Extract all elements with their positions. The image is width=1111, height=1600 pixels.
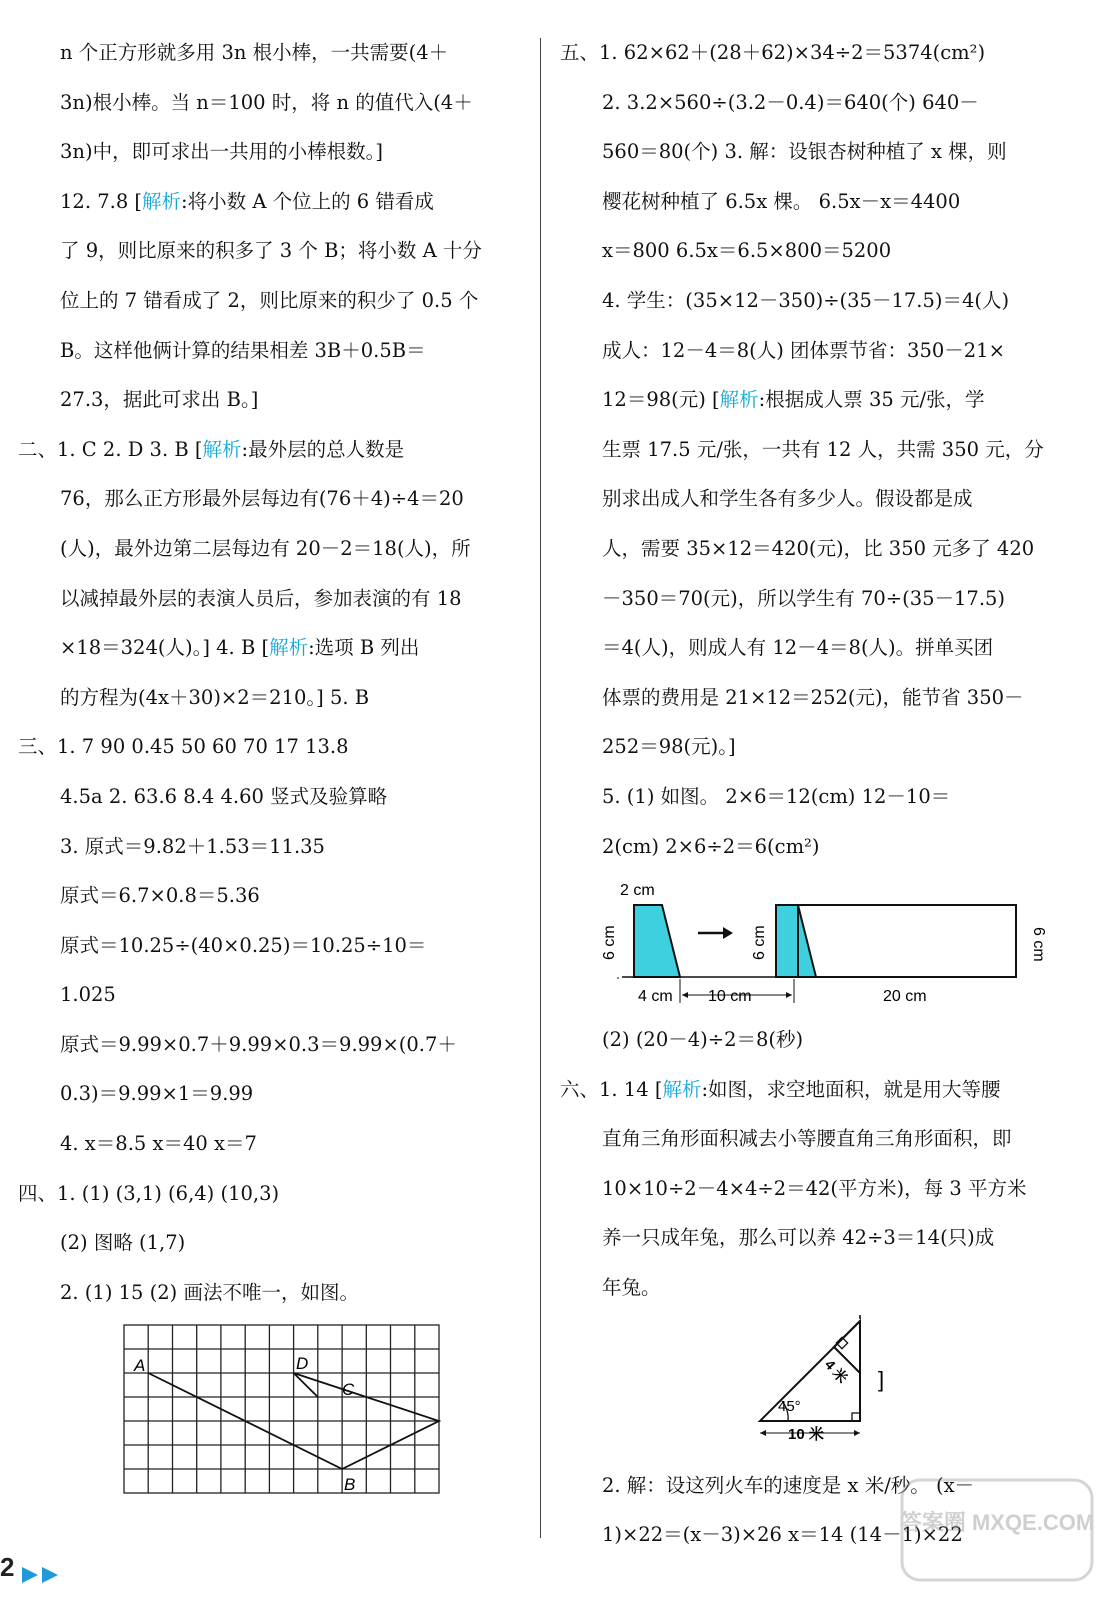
text-line: (2) (20－4)÷2＝8(秒) [602, 1028, 804, 1052]
grid-lines [124, 1325, 439, 1493]
page-number: 2 [0, 1552, 15, 1582]
section-heading-line [18, 425, 533, 475]
text-line: 5. (1) 如图。 2×6＝12(cm) 12－10＝ [602, 784, 951, 808]
text-line: 76，那么正方形最外层每边有(76＋4)÷4＝20 [60, 487, 464, 511]
text-line: 1.025 [60, 983, 116, 1007]
text-line: 年兔。 [602, 1276, 661, 1300]
grid-diagram [122, 1323, 462, 1503]
left-column [18, 28, 533, 1503]
text-line [560, 375, 1095, 425]
section-heading-line: 五、1. 62×62＋(28＋62)×34÷2＝5374(cm²) [560, 41, 986, 64]
text-segment: 二、1. C 2. D 3. B [ [18, 437, 203, 461]
text-line: 4. x＝8.5 x＝40 x＝7 [60, 1132, 257, 1156]
text-segment: :根据成人票 35 元/张，学 [758, 388, 985, 412]
analysis-tag: 解析 [202, 437, 242, 461]
text-line: 4. 学生：(35×12－350)÷(35－17.5)＝4(人) [602, 288, 1010, 312]
svg-text:6 cm: 6 cm [751, 925, 768, 961]
text-segment: :选项 B 列出 [308, 636, 420, 660]
text-line: 原式＝10.25÷(40×0.25)＝10.25÷10＝ [60, 933, 427, 957]
text-segment: ×18＝324(人)。] 4. B [ [60, 636, 270, 660]
bottom-width-label: 4 cm [638, 988, 673, 1006]
text-line: 3n)根小棒。当 n＝100 时，将 n 的值代入(4＋ [60, 90, 473, 114]
text-line: 2. 3.2×560÷(3.2－0.4)＝640(个) 640－ [602, 90, 979, 114]
text-segment: 12. 7.8 [ [60, 189, 143, 213]
text-line: B。这样他俩计算的结果相差 3B＋0.5B＝ [60, 338, 426, 362]
mid-height-label [751, 925, 768, 960]
top-width-label: 2 cm [620, 882, 655, 900]
angle-label: 45° [778, 1397, 801, 1415]
analysis-tag: 解析 [662, 1077, 702, 1101]
svg-text:6 cm: 6 cm [1030, 927, 1047, 962]
base-length-label: 10 米 [788, 1425, 824, 1443]
text-line: 252＝98(元)。] [602, 735, 736, 759]
rect-width-label: 20 cm [883, 988, 927, 1006]
text-line: 0.3)＝9.99×1＝9.99 [60, 1082, 254, 1106]
analysis-tag: 解析 [719, 388, 759, 412]
point-label-c: C [342, 1380, 355, 1400]
text-line: 27.3，据此可求出 B。] [60, 388, 259, 412]
text-line: 了 9，则比原来的积多了 3 个 B；将小数 A 十分 [60, 239, 482, 263]
text-segment: 12＝98(元) [ [602, 388, 720, 412]
double-arrow-icon [20, 1565, 64, 1585]
section-heading-line: 三、1. 7 90 0.45 50 60 70 17 13.8 [18, 735, 349, 759]
text-segment: 六、1. 14 [ [560, 1077, 663, 1101]
text-line: 体票的费用是 21×12＝252(元)，能节省 350－ [602, 685, 1024, 709]
svg-text:4 米: 4 米 [821, 1355, 851, 1386]
trapezoid-diagram [598, 875, 1048, 1015]
analysis-tag: 解析 [269, 636, 309, 660]
text-segment: :最外层的总人数是 [241, 437, 405, 461]
closing-bracket: ] [878, 1366, 885, 1392]
text-line: 人，需要 35×12＝420(元)，比 350 元多了 420 [602, 536, 1035, 560]
text-line: 2. 解：设这列火车的速度是 x 米/秒。 (x－ [602, 1473, 975, 1497]
right-column [560, 28, 1095, 1560]
point-label-a: A [134, 1356, 146, 1376]
text-segment: :如图，求空地面积，就是用大等腰 [701, 1077, 1001, 1101]
text-line: 生票 17.5 元/张，一共有 12 人，共需 350 元，分 [602, 437, 1044, 461]
text-line: 3. 原式＝9.82＋1.53＝11.35 [60, 834, 325, 858]
section-heading-line [560, 1065, 1095, 1115]
distance-label: 10 cm [708, 988, 752, 1006]
trapezoid-figure [598, 875, 1048, 1015]
section-heading-line: 四、1. (1) (3,1) (6,4) (10,3) [18, 1181, 280, 1205]
text-line: 养一只成年兔，那么可以养 42÷3＝14(只)成 [602, 1226, 995, 1250]
text-line: 2. (1) 15 (2) 画法不唯一，如图。 [60, 1280, 359, 1304]
text-line: 3n)中，即可求出一共用的小棒根数。] [60, 140, 383, 164]
text-line: (人)，最外边第二层每边有 20－2＝18(人)，所 [60, 536, 471, 560]
text-line: 1)×22＝(x－3)×26 x＝14 (14－1)×22 [602, 1523, 963, 1547]
grid-figure [122, 1323, 462, 1503]
right-height-label [1030, 927, 1047, 962]
text-line: 成人：12－4＝8(人) 团体票节省：350－21× [602, 338, 1005, 362]
right-arrow-icon [698, 927, 733, 939]
text-line: n 个正方形就多用 3n 根小棒，一共需要(4＋ [60, 41, 449, 64]
text-line [18, 177, 533, 227]
point-label-d: D [296, 1354, 309, 1374]
text-line: 2(cm) 2×6÷2＝6(cm²) [602, 834, 820, 858]
watermark-text: 答案圈 MXQE.COM [900, 1510, 1095, 1535]
triangle-figure [752, 1311, 912, 1461]
text-segment: :将小数 A 个位上的 6 错看成 [181, 189, 434, 213]
text-line: ＝4(人)，则成人有 12－4＝8(人)。拼单买团 [602, 636, 994, 660]
text-line: 以减掉最外层的表演人员后，参加表演的有 18 [60, 586, 462, 610]
text-line: 樱花树种植了 6.5x 棵。 6.5x－x＝4400 [602, 189, 961, 213]
left-height-label [601, 925, 618, 960]
text-line: 别求出成人和学生各有多少人。假设都是成 [602, 487, 973, 511]
triangle-diagram [752, 1311, 912, 1461]
text-line: 直角三角形面积减去小等腰直角三角形面积，即 [602, 1127, 1012, 1151]
analysis-tag: 解析 [142, 189, 182, 213]
text-line: 位上的 7 错看成了 2，则比原来的积少了 0.5 个 [60, 288, 479, 312]
column-divider [540, 38, 541, 1538]
text-line: 原式＝9.99×0.7＋9.99×0.3＝9.99×(0.7＋ [60, 1032, 457, 1056]
svg-text:6 cm: 6 cm [601, 925, 618, 961]
text-line: x＝800 6.5x＝6.5×800＝5200 [602, 239, 892, 263]
trapezoid-start [634, 905, 680, 977]
text-line [18, 623, 533, 673]
watermark-logo [900, 1470, 1095, 1590]
text-line: 560＝80(个) 3. 解：设银杏树种植了 x 棵，则 [602, 140, 1007, 164]
text-line: 10×10÷2－4×4÷2＝42(平方米)，每 3 平方米 [602, 1176, 1027, 1200]
text-line: (2) 图略 (1,7) [60, 1231, 186, 1255]
trapezoid-end [776, 905, 816, 977]
text-line: －350＝70(元)，所以学生有 70÷(35－17.5) [602, 586, 1006, 610]
text-line: 4.5a 2. 63.6 8.4 4.60 竖式及验算略 [60, 784, 388, 808]
rectangle-region [798, 905, 1016, 977]
text-line: 的方程为(4x＋30)×2＝210。] 5. B [60, 685, 370, 709]
point-label-b: B [344, 1475, 356, 1495]
text-line: 原式＝6.7×0.8＝5.36 [60, 884, 260, 908]
